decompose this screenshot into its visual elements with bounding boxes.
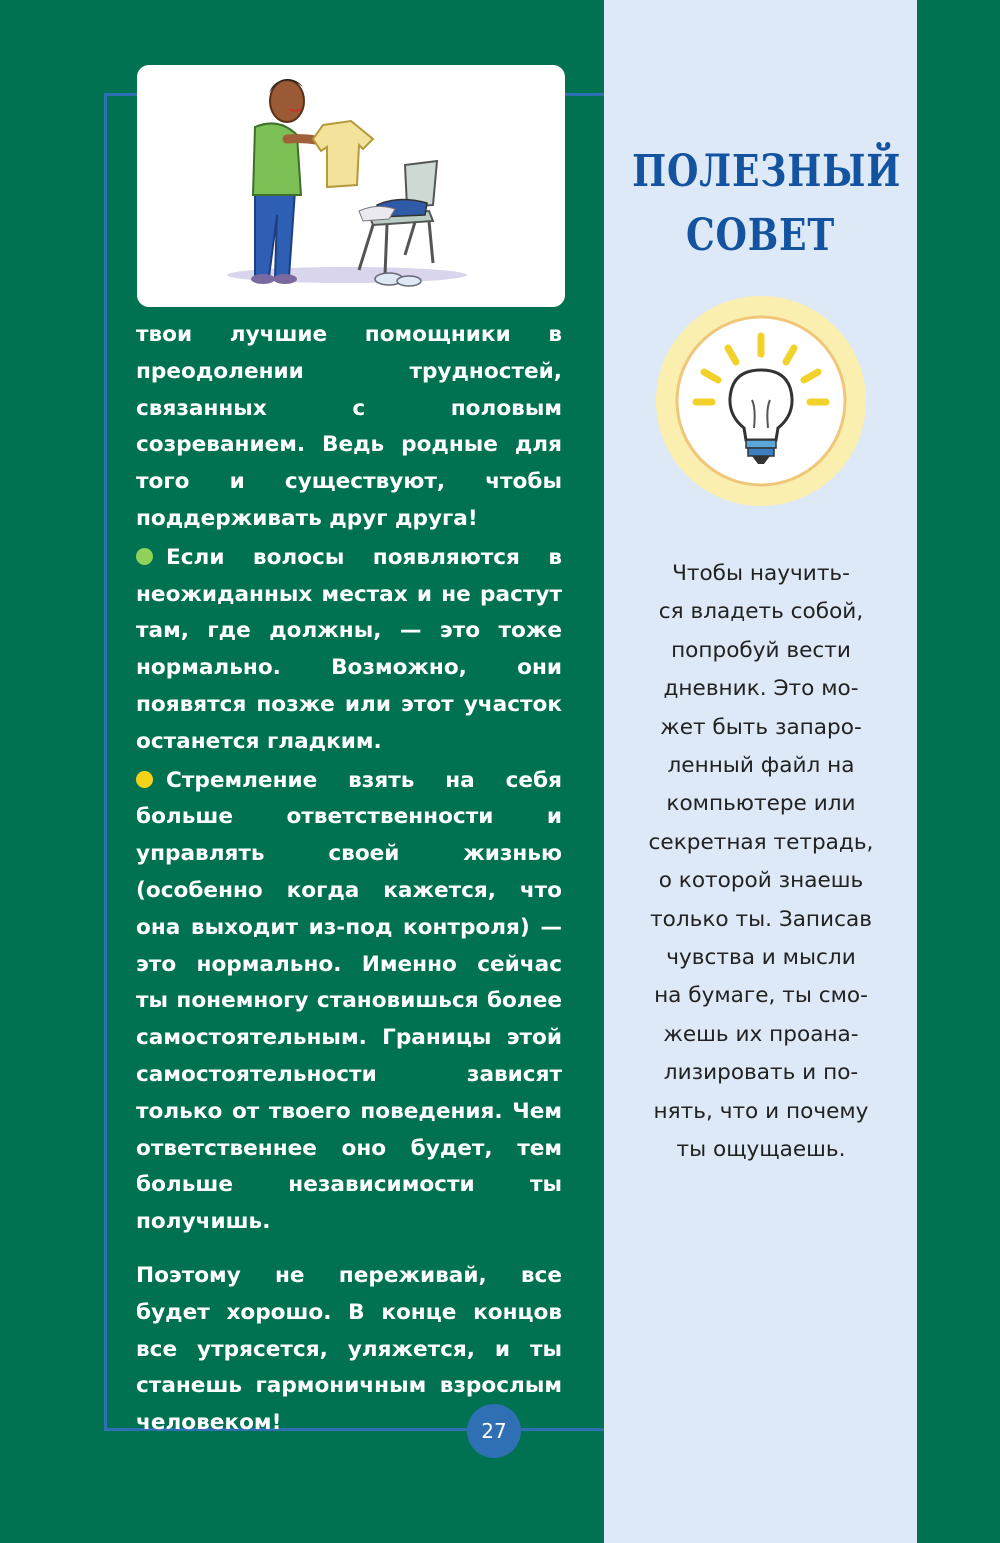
- closing-paragraph: Поэтому не переживай, все будет хорошо. В конце концов все утрясется, уляжется, и ты станешь гармоничным взрослым человеком!: [136, 1262, 562, 1436]
- illustration-boy-folding-clothes: [137, 65, 565, 307]
- tip-line: дневник. Это мо-: [663, 676, 859, 702]
- boy-with-chair-drawing: [137, 65, 565, 307]
- green-bullet-icon: [136, 548, 153, 565]
- tip-title: [632, 140, 902, 268]
- tip-line: жет быть запаро-: [660, 714, 862, 740]
- tip-title-line: ПОЛЕЗНЫЙ: [632, 146, 902, 197]
- page-number: 27: [467, 1404, 521, 1458]
- bullet-text: Стремление взять на себя больше ответственности и управлять своей жизнью (особенно когда кажется, что она выходит из-под контроля) — это нормально. Именно сейчас ты понемногу становишься более самостоятельным. Границы этой самостоятельности зависят только от твоего поведения. Чем ответственнее оно будет, тем больше независимости ты получишь.: [136, 767, 562, 1235]
- tip-line: ты ощущаешь.: [676, 1137, 846, 1163]
- tip-line: только ты. Записав: [650, 906, 872, 932]
- tip-line: ленный файл на: [667, 753, 855, 779]
- tip-line: жешь их проана-: [663, 1021, 859, 1047]
- tip-line: нять, что и почему: [653, 1098, 869, 1124]
- tip-line: секретная тетрадь,: [648, 829, 874, 855]
- bullet-item-hair: [136, 540, 562, 761]
- lightbulb-icon: [656, 296, 866, 506]
- bullet-item-responsibility: [136, 763, 562, 1241]
- yellow-bullet-icon: [136, 771, 153, 788]
- tip-line: чувства и мысли: [666, 945, 856, 971]
- tip-line: ся владеть собой,: [658, 599, 864, 625]
- tip-text: [632, 555, 890, 1170]
- tip-line: о которой знаешь: [658, 868, 864, 894]
- main-text-column: [136, 317, 562, 1442]
- intro-paragraph: твои лучшие помощники в преодолении трудностей, связанных с половым созреванием. Ведь родные для того и существуют, чтобы поддерживать друг друга!: [136, 322, 562, 531]
- tip-line: попробуй вести: [671, 637, 851, 663]
- tip-line: лизировать и по-: [663, 1060, 859, 1086]
- tip-line: на бумаге, ты смо-: [654, 983, 868, 1009]
- bullet-text: Если волосы появляются в неожиданных местах и не растут там, где должны, — это тоже нормально. Возможно, они появятся позже или этот участок останется гладким.: [136, 544, 562, 754]
- tip-line: компьютере или: [666, 791, 856, 817]
- tip-title-line: СОВЕТ: [685, 210, 836, 261]
- tip-sidebar: [604, 0, 917, 1543]
- tip-line: Чтобы научить-: [672, 561, 850, 586]
